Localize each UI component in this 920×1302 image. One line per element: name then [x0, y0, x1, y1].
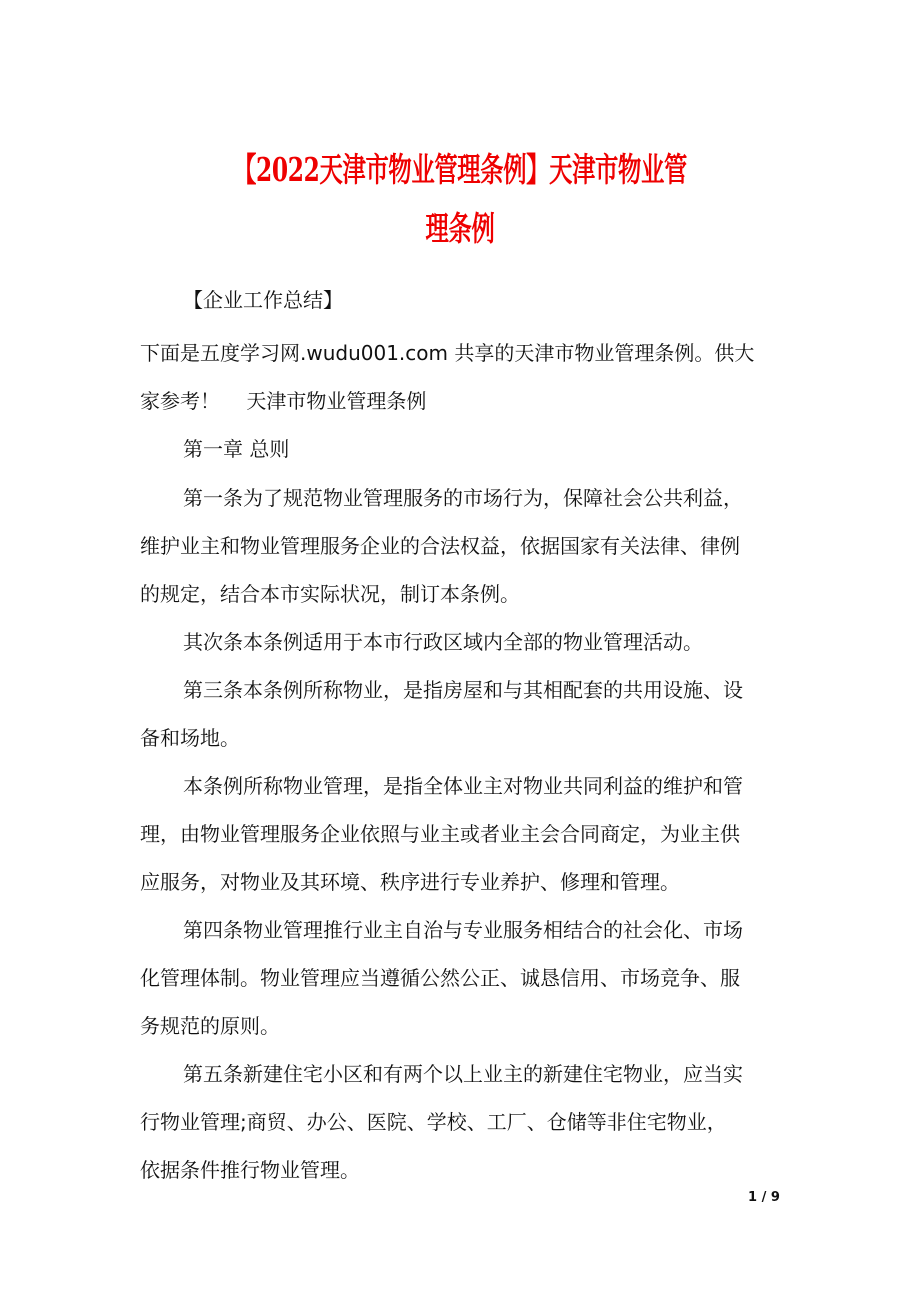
text-line: 依据条件推行物业管理。 [140, 1158, 360, 1182]
text-line: 维护业主和物业管理服务企业的合法权益，依据国家有关法律、律例 [140, 534, 740, 558]
text-line: 下面是五度学习网.wudu001.com 共享的天津市物业管理条例。供大 [140, 341, 755, 365]
text-line: 第五条新建住宅小区和有两个以上业主的新建住宅物业，应当实 [183, 1062, 743, 1086]
text-line: 的规定，结合本市实际状况，制订本条例。 [140, 582, 520, 606]
text-line: 应服务，对物业及其环境、秩序进行专业养护、修理和管理。 [140, 870, 680, 894]
text-line: 第三条本条例所称物业，是指房屋和与其相配套的共用设施、设 [183, 678, 743, 702]
text-line: 【企业工作总结】 [183, 288, 343, 312]
text-line: 务规范的原则。 [140, 1014, 280, 1038]
text-line: 理，由物业管理服务企业依照与业主或者业主会合同商定，为业主供 [140, 822, 740, 846]
text-line: 第一章 总则 [183, 437, 290, 461]
page-number: 1 / 9 [748, 1190, 780, 1205]
text-line: 第四条物业管理推行业主自治与专业服务相结合的社会化、市场 [183, 918, 743, 942]
text-line: 第一条为了规范物业管理服务的市场行为，保障社会公共利益， [183, 486, 743, 510]
text-line: 本条例所称物业管理，是指全体业主对物业共同利益的维护和管 [183, 774, 743, 798]
text-line: 备和场地。 [140, 726, 240, 750]
text-line: 行物业管理;商贸、办公、医院、学校、工厂、仓储等非住宅物业， [140, 1110, 727, 1134]
text-line: 其次条本条例适用于本市行政区域内全部的物业管理活动。 [183, 630, 703, 654]
text-line: 家参考！ 天津市物业管理条例 [140, 389, 427, 413]
document-title-line-2: 理条例 [425, 209, 495, 248]
text-line: 化管理体制。物业管理应当遵循公然公正、诚恳信用、市场竞争、服 [140, 966, 740, 990]
document-title-line-1: 【2022天津市物业管理条例】天津市物业管 [233, 150, 687, 189]
